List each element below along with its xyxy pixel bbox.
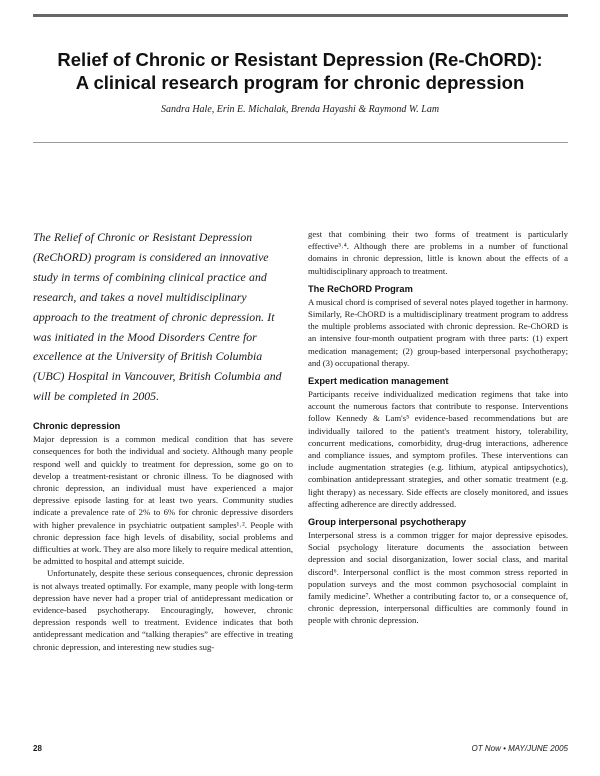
section-heading-medication: Expert medication management [308, 376, 449, 387]
title-line-2: A clinical research program for chronic depression [75, 72, 525, 93]
section-heading-chronic-depression: Chronic depression [33, 421, 121, 432]
authors: Sandra Hale, Erin E. Michalak, Brenda Hayashi & Raymond W. Lam [160, 104, 440, 115]
journal-footer: OT Now • MAY/JUNE 2005 [471, 744, 568, 753]
lead-paragraph: The Relief of Chronic or Resistant Depression (ReChORD) program is considered an innovative study in terms of combining clinical practice and research, and takes a novel multidisciplinary approach to the treatment of chronic depression. It was initiated in the Mood Disorders Centre for excellence at the University of British Columbia (UBC) Hospital in Vancouver, British Columbia and will be completed in 2005. [33, 230, 282, 404]
medication-paragraph: Participants receive individualized medication regimens that take into account the numerous factors that contribute to response. Interventions follow Kennedy & Lam's⁵ evidence-based recommendations but are individually tailored to the patient's treatment history, tolerability, concurrent medications, comorbidity, drug-drug interactions, adherence and compliance issues, and symptom profiles. These interventions can include augmentation strategies (e.g. lithium, atypical antipsychotics), combination antidepressant strategies, and other somatic treatment (e.g. light therapy) as necessary. Side effects are closely monitored, and issues affecting adherence are directly addressed. [308, 389, 568, 509]
title-line-1: Relief of Chronic or Resistant Depression (Re-ChORD): [57, 49, 543, 70]
page-number: 28 [33, 744, 42, 753]
chronic-paragraph-2: Unfortunately, despite these serious consequences, chronic depression is not always treated optimally. For example, many people with long-term depression have never had a proper trial of antidepressant medication or evidence-based psychotherapy. Encouragingly, however, chronic depression responds well to treatment. Evidence indicates that both antidepressant medication and “talking therapies” are effective in treating chronic depression, and interesting new studies sug- [33, 568, 293, 652]
section-heading-rechord-program: The ReChORD Program [308, 283, 413, 294]
section-heading-group-psychotherapy: Group interpersonal psychotherapy [308, 517, 467, 528]
program-paragraph: A musical chord is comprised of several notes played together in harmony. Similarly, Re-ChORD is a multidisciplinary treatment program to address the multiple problems associated with chronic depression. Re-ChORD is an intensive four-month outpatient program with three parts: (1) expert medication management; (2) group-based interpersonal psychotherapy; and (3) occupational therapy. [308, 296, 568, 368]
separator-rule [33, 142, 568, 143]
article-title [20, 48, 580, 94]
continued-paragraph: gest that combining their two forms of treatment is particularly effective³˒⁴. Although there are problems in a number of functional domains in chronic depression, little is known about the effects of a multidisciplinary approach to treatment. [308, 229, 568, 276]
group-paragraph: Interpersonal stress is a common trigger for major depressive episodes. Social psychology literature documents the association between depression and social disorganization, lower social class, and marital discord⁶. Interpersonal conflict is the most common stress reported in population surveys and the most common psychosocial complaint in family medicine⁷. Whether a contributing factor to, or a consequence of, chronic depression, interpersonal difficulties are commonly found in people with chronic depression. [308, 530, 568, 626]
top-rule [33, 14, 568, 17]
chronic-paragraph-1: Major depression is a common medical condition that has severe consequences for both the individual and society. Although many people respond well and quickly to treatment for depression, some go on to develop a treatment-resistant or chronic illness. To be diagnosed with chronic depression, an individual must have experienced a major depressive episode lasting for at least two years. Community studies indicate a prevalence rate of 2% to 6% for chronic depressive disorders with higher prevalence in psychiatric outpatient samples¹˒². People with chronic depression face high levels of disability, social problems and difficulties at work. They are also more likely to require medical attention, be admitted to hospital and attempt suicide. [33, 434, 293, 567]
left-column [33, 228, 293, 653]
right-column [308, 228, 568, 633]
